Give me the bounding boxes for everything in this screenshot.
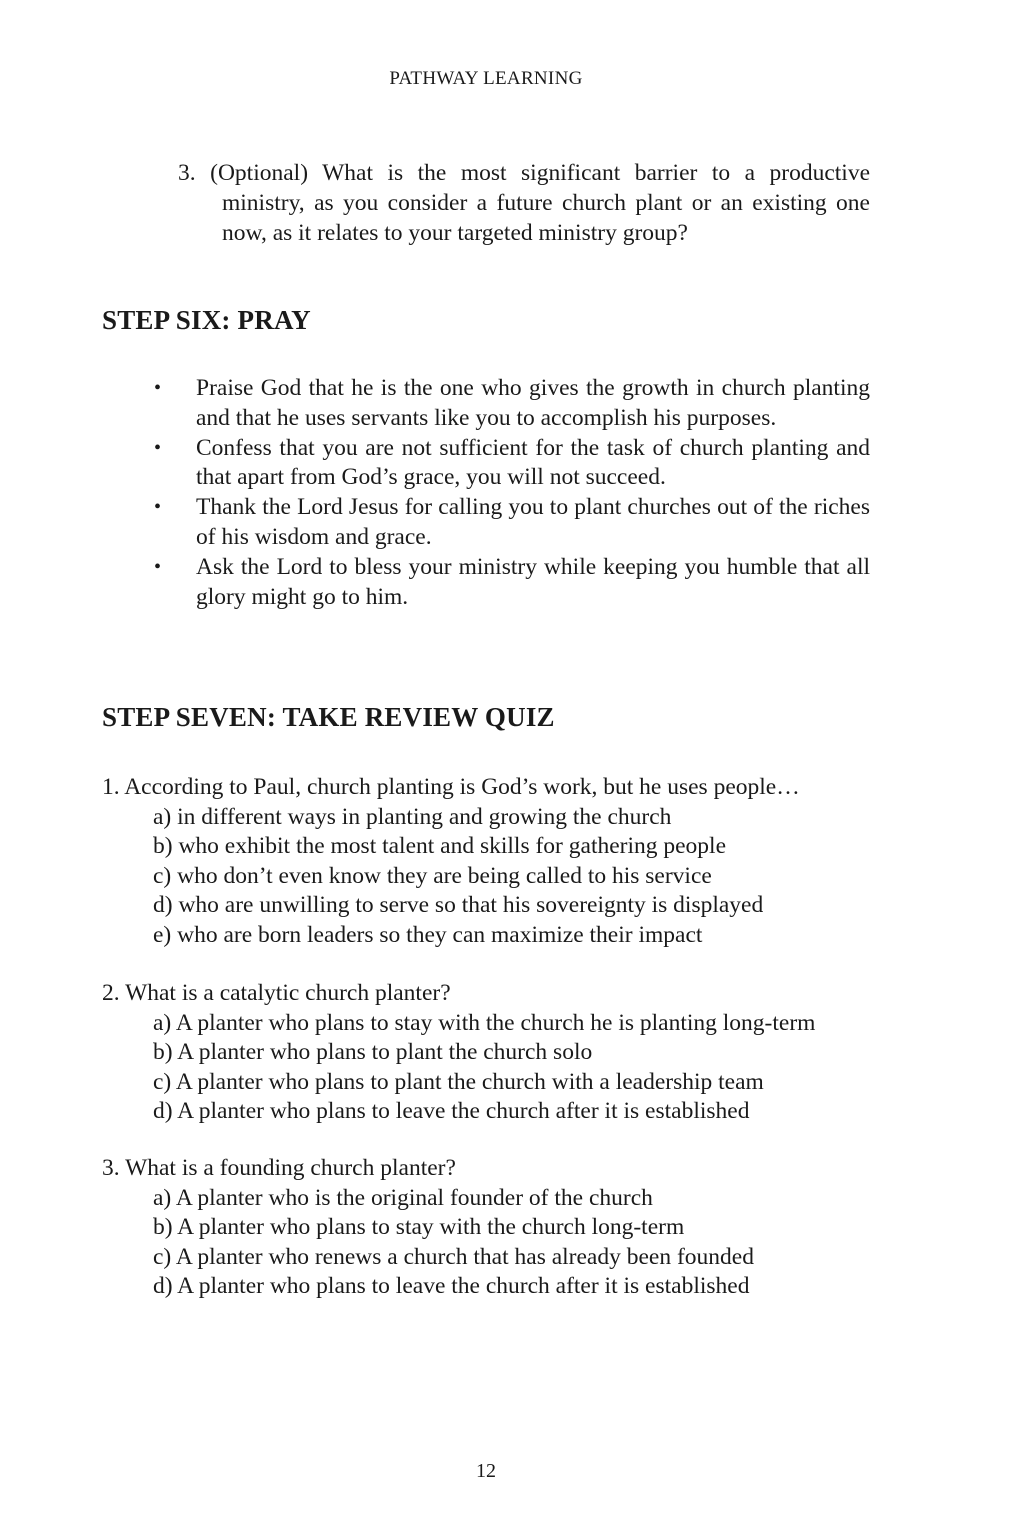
- step-six-heading: STEP SIX: PRAY: [102, 305, 311, 335]
- prayer-list: [150, 374, 870, 612]
- answer-option: a) A planter who is the original founder of the church: [153, 1184, 653, 1211]
- answer-option: d) A planter who plans to leave the church after it is established: [153, 1098, 750, 1124]
- answer-option: b) A planter who plans to plant the church solo: [153, 1039, 593, 1065]
- bullet-icon: •: [154, 496, 162, 519]
- bullet-icon: •: [154, 436, 162, 459]
- question-text: 1. According to Paul, church planting is God’s work, but he uses people…: [102, 774, 800, 800]
- optional-question-number: 3.: [178, 160, 196, 186]
- answer-options: [102, 803, 882, 951]
- answer-options: [102, 1009, 882, 1127]
- answer-option: a) A planter who plans to stay with the church he is planting long-term: [153, 1009, 816, 1036]
- answer-options: [102, 1184, 882, 1302]
- answer-option: c) A planter who plans to plant the church with a leadership team: [153, 1068, 764, 1095]
- answer-option: d) A planter who plans to leave the church after it is established: [153, 1273, 750, 1299]
- answer-option: d) who are unwilling to serve so that his sovereignty is displayed: [153, 892, 764, 918]
- optional-question-text: (Optional) What is the most significant barrier to a productive ministry, as you consider a future church plant or an existing one now, as it relates to your targeted ministry group?: [210, 160, 871, 246]
- prayer-item: • Thank the Lord Jesus for calling you to plant churches out of the riches of his wisdom and grace.: [154, 494, 870, 550]
- answer-option: b) who exhibit the most talent and skills for gathering people: [153, 833, 727, 859]
- answer-option: a) in different ways in planting and growing the church: [153, 803, 672, 830]
- answer-option: c) A planter who renews a church that has already been founded: [153, 1243, 754, 1270]
- prayer-item: • Ask the Lord to bless your ministry while keeping you humble that all glory might go to him.: [154, 553, 870, 610]
- answer-option: c) who don’t even know they are being called to his service: [153, 862, 712, 889]
- question-text: 2. What is a catalytic church planter?: [102, 980, 451, 1006]
- prayer-item: • Confess that you are not sufficient for the task of church planting and that apart from God’s grace, you will not succeed.: [154, 434, 870, 491]
- prayer-item: • Praise God that he is the one who gives the growth in church planting and that he uses servants like you to accomplish his purposes.: [154, 375, 870, 431]
- quiz-question-2: [102, 979, 882, 1127]
- optional-question: [178, 158, 870, 248]
- bullet-icon: •: [154, 377, 162, 399]
- step-seven-heading: STEP SEVEN: TAKE REVIEW QUIZ: [102, 702, 555, 732]
- quiz-question-1: [102, 773, 882, 950]
- quiz-question-3: [102, 1154, 882, 1302]
- question-text: 3. What is a founding church planter?: [102, 1155, 456, 1181]
- page-number: 12: [476, 1460, 496, 1482]
- answer-option: b) A planter who plans to stay with the church long-term: [153, 1214, 685, 1240]
- answer-option: e) who are born leaders so they can maximize their impact: [153, 921, 703, 948]
- bullet-icon: •: [154, 555, 162, 578]
- running-head: PATHWAY LEARNING: [389, 68, 583, 89]
